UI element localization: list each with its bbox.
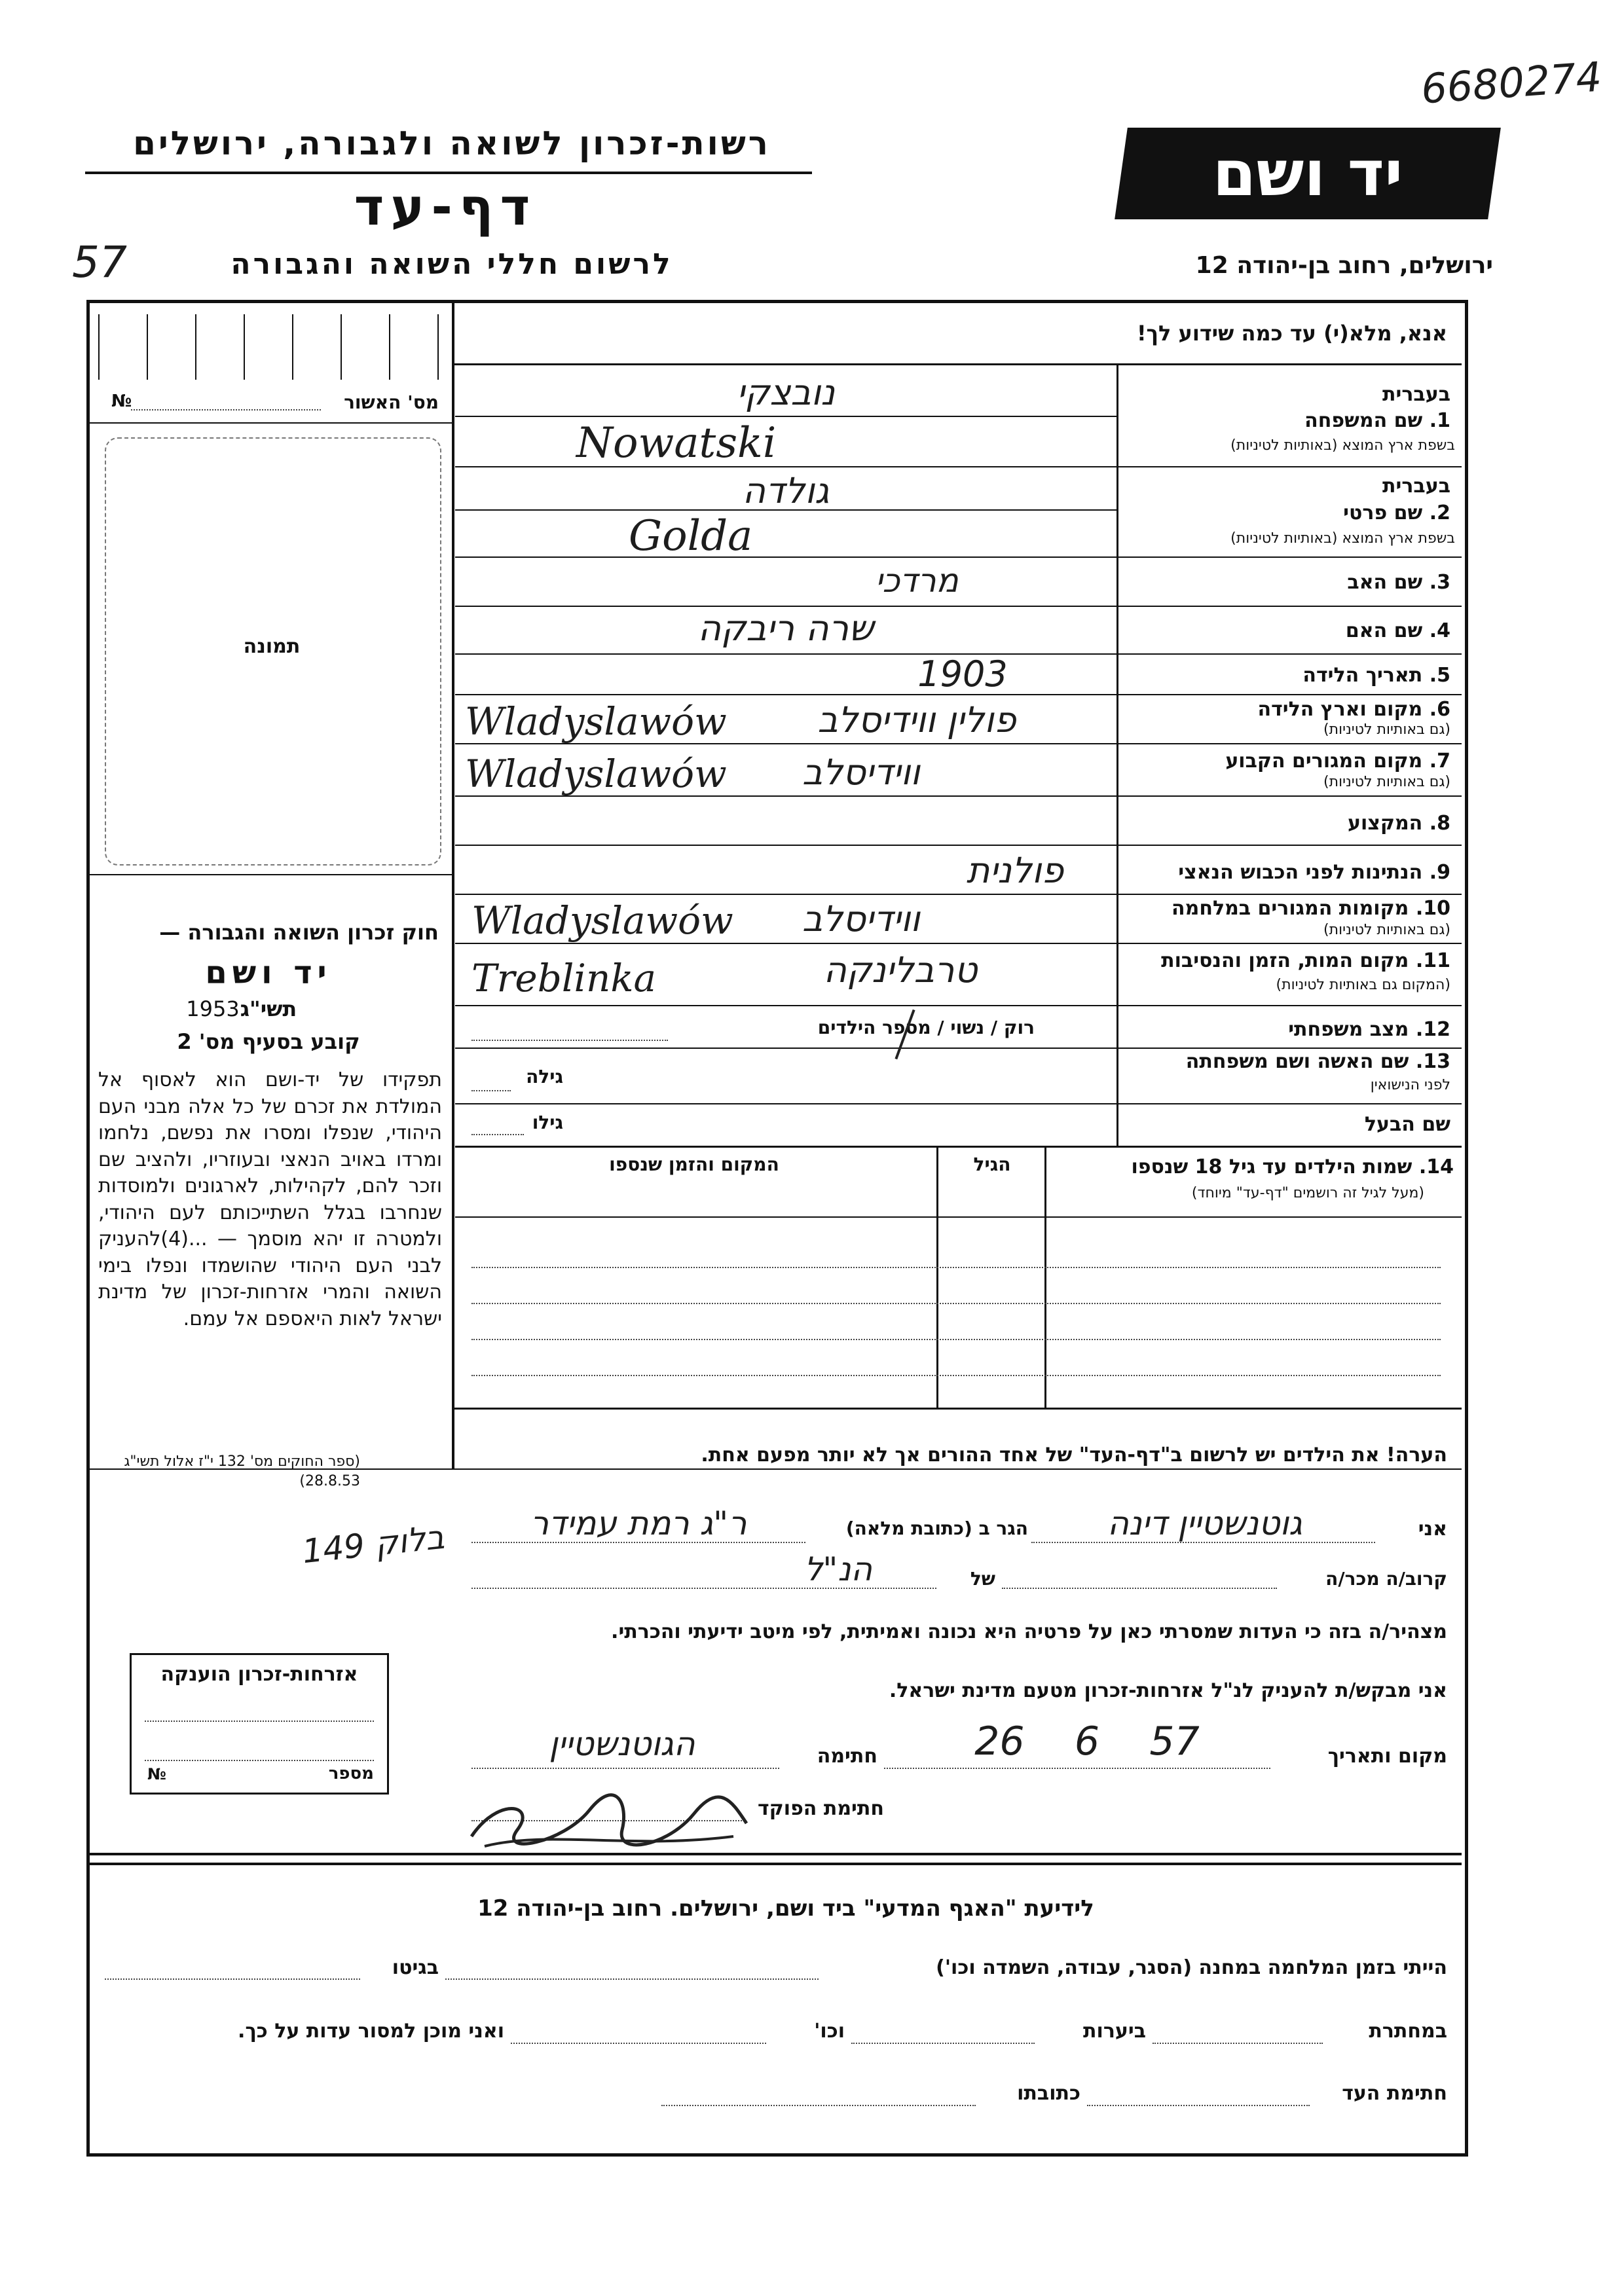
field-2-label-text: שם פרטי (1343, 501, 1423, 524)
label-column-divider (1116, 363, 1118, 1146)
row-rule-12 (455, 1048, 1462, 1049)
address: ירושלים, רחוב בן-יהודה 12 (1195, 252, 1493, 279)
field-5-label-text: תאריך הלידה (1302, 664, 1423, 687)
sidebar-photo-rule (90, 874, 452, 875)
logo-text: יד ושם (1212, 137, 1403, 210)
law-clause: קובע בסעיף מס' 2 (177, 1029, 360, 1054)
bottom-line2-mid2: וכו' (814, 2020, 845, 2043)
date-month: 6 (1074, 1719, 1100, 1764)
officer-signature-label: חתימת הפוקד (758, 1797, 884, 1820)
field-11-value-latin[interactable]: Treblinka (471, 956, 657, 1000)
children-row-line (471, 1303, 1441, 1304)
row-rule-9 (455, 894, 1462, 895)
citizenship-box (130, 1653, 389, 1795)
children-num: 14. (1418, 1156, 1454, 1178)
value-left-border (452, 363, 454, 1146)
bottom-line2-dots-3 (511, 2043, 766, 2044)
approval-slots (98, 314, 439, 380)
field-3-label (1123, 571, 1450, 594)
signature-value[interactable]: הגוטנשטיין (549, 1725, 695, 1763)
field-9-value[interactable]: פולנית (966, 850, 1064, 891)
field-11-sub: (המקום גם באותיות לטיניות) (1276, 977, 1450, 993)
declaration-of: של (970, 1568, 995, 1590)
field-12-num: 12. (1415, 1018, 1450, 1041)
date-day: 26 (974, 1719, 1025, 1764)
field-9-num: 9. (1429, 861, 1450, 884)
citizenship-line-1 (145, 1721, 374, 1722)
remark-rule (452, 1468, 1462, 1470)
field-6-num: 6. (1429, 698, 1450, 721)
date-year: 57 (1149, 1719, 1200, 1764)
field-7-sub: (גם באותיות לטיניות) (1323, 774, 1450, 790)
field-8-label (1123, 812, 1450, 835)
margin-mark: 57 (72, 237, 127, 287)
husband-label: שם הבעל (1364, 1113, 1450, 1136)
field-6-label (1123, 698, 1450, 721)
declaration-lives: הגר ב (כתובת מלאה) (845, 1518, 1028, 1539)
bottom-line2-start: במחתרת (1369, 2020, 1447, 2043)
field-12-options[interactable]: רוק / נשוי / מספר הילדים (817, 1017, 1035, 1038)
husband-age-label: גילו (532, 1112, 563, 1133)
bottom-line1-start: הייתי בזמן המלחמה במחנה (הסגר, עבודה, השמדה וכו') (936, 1956, 1447, 1979)
declaration-relation: קרוב/ה מכר/ה (1325, 1568, 1447, 1590)
children-row-line (471, 1339, 1441, 1340)
field-1-label-text: שם המשפחה (1304, 409, 1423, 432)
law-year: 1953 (186, 996, 240, 1021)
row-rule-13 (455, 1103, 1462, 1104)
field-7-label (1123, 750, 1450, 773)
instruction: אנא, מלא(י) עד כמה שידוע לך! (1136, 321, 1447, 346)
field-6-label-text: מקום וארץ הלידה (1257, 698, 1423, 721)
citizenship-number-label: מספר (328, 1764, 374, 1783)
declaration-address-extra[interactable]: בלוק 149 (300, 1518, 447, 1571)
field-7-num: 7. (1429, 750, 1450, 773)
field-13-age-line (471, 1090, 511, 1091)
field-2-sub: בשפת ארץ המוצא (באותיות לטיניות) (1230, 530, 1455, 547)
declaration-place-date: מקום ותאריך (1327, 1745, 1447, 1768)
bottom-line1-tail (105, 1978, 360, 1980)
field-6-value[interactable]: פולין ווידיסלב (817, 699, 1016, 740)
children-col-divider-2 (936, 1146, 938, 1408)
field-13-age-label: גילה (526, 1066, 563, 1087)
field-1-sub: בשפת ארץ המוצא (באותיות לטיניות) (1230, 437, 1455, 454)
children-col-place: המקום והזמן שנספו (609, 1154, 779, 1175)
row-rule-10 (455, 943, 1462, 944)
law-name: יד ושם (205, 955, 332, 991)
children-bottom-rule (452, 1408, 1462, 1410)
field-3-num: 3. (1429, 571, 1450, 594)
sidebar-top-rule (90, 422, 452, 424)
approval-no-mark: № (111, 392, 132, 411)
field-10-value-latin[interactable]: Wladyslawów (471, 898, 733, 943)
field-6-sub: (גם באותיות לטיניות) (1323, 721, 1450, 738)
declaration-ani: אני (1418, 1518, 1447, 1540)
photo-label: תמונה (243, 635, 301, 658)
sidebar-bottom-rule (90, 1468, 452, 1470)
citizenship-no-mark: № (147, 1765, 166, 1783)
field-5-label (1123, 664, 1450, 687)
declaration-relation-line (1002, 1588, 1277, 1589)
row-rule-14 (455, 1146, 1462, 1148)
bottom-title: לידיעת "האגף המדעי" ביד ושם, ירושלים. רחוב בן-יהודה 12 (477, 1895, 1094, 1922)
children-header-rule (455, 1216, 1462, 1218)
field-1-lang: בעברית (1382, 383, 1450, 406)
approval-line (131, 409, 321, 410)
field-12-label (1123, 1018, 1450, 1041)
field-2-num: 2. (1429, 501, 1450, 524)
bottom-double-rule-2 (90, 1863, 1462, 1865)
form-subtitle: לרשום חללי השואה והגבורה (231, 247, 673, 281)
field-13-label (1123, 1050, 1450, 1073)
declaration-ani-value[interactable]: גוטנשטיין דינה (1107, 1504, 1302, 1542)
children-title-text: שמות הילדים עד גיל 18 שנספו (1131, 1156, 1412, 1178)
field-10-label-text: מקומות המגורים במלחמה (1172, 897, 1409, 920)
yad-vashem-logo (1115, 128, 1501, 219)
children-col-divider-1 (1044, 1146, 1046, 1408)
bottom-line2-end: ואני מוכן למסור עדות על כך. (238, 2020, 504, 2043)
field-1-num: 1. (1429, 409, 1450, 432)
field-8-label-text: המקצוע (1347, 812, 1423, 835)
field-10-sub: (גם באותיות לטיניות) (1323, 922, 1450, 938)
field-1-label (1123, 409, 1450, 432)
field-5-value[interactable]: 1903 (917, 653, 1008, 695)
field-4-num: 4. (1429, 619, 1450, 642)
field-6-value-latin[interactable]: Wladyslawów (465, 699, 727, 744)
declaration-request: אני מבקש/ת להעניק לנ"ל אזרחות-זכרון מטעם מדינת ישראל. (889, 1679, 1447, 1702)
row-rule-1a (455, 416, 1116, 417)
officer-signature-scribble (458, 1784, 760, 1856)
law-year-heb: תשי"ג (240, 996, 297, 1021)
citizenship-line-2 (145, 1760, 374, 1761)
field-13-num: 13. (1415, 1050, 1450, 1073)
authority-line: רשות-זכרון לשואה ולגבורה, ירושלים (133, 124, 771, 162)
field-10-label (1123, 897, 1450, 920)
form-title: דף-עד (354, 178, 537, 237)
declaration-address[interactable]: ר"ג רמת עמידר (530, 1504, 747, 1542)
field-3-label-text: שם האב (1347, 571, 1423, 594)
children-row-line (471, 1375, 1441, 1376)
field-2-label (1123, 501, 1450, 524)
row-rule-8 (455, 845, 1462, 846)
field-4-label (1123, 619, 1450, 642)
bottom-line2-dots-2 (851, 2043, 1035, 2044)
field-11-label-text: מקום המות, הזמן והנסיבות (1161, 949, 1409, 972)
signature-label: חתימה (817, 1745, 877, 1768)
field-8-num: 8. (1429, 812, 1450, 835)
instruction-rule (452, 363, 1462, 365)
field-5-num: 5. (1429, 664, 1450, 687)
field-9-label-text: הנתינות לפני הכבוש הנאצי (1178, 861, 1423, 884)
citizenship-title: אזרחות-זכרון הוענקה (160, 1663, 358, 1686)
field-12-line (471, 1040, 668, 1041)
children-note: (מעל לגיל זה רושמים "דף-עד" מיוחד) (1191, 1185, 1424, 1201)
scribble-svg (458, 1784, 760, 1856)
children-row-line (471, 1267, 1441, 1268)
bottom-line2-mid1: ביערות (1083, 2020, 1146, 2043)
field-7-value[interactable]: ווידיסלב (802, 752, 920, 793)
children-col-age: הגיל (973, 1154, 1011, 1175)
field-13-sub: לפני הנישואין (1370, 1077, 1450, 1093)
row-rule-3 (455, 606, 1462, 607)
field-12-label-text: מצב משפחתי (1288, 1018, 1409, 1041)
field-2-value[interactable]: גולדה (742, 470, 830, 511)
field-13-label-text: שם האשה ושם משפחתה (1185, 1050, 1409, 1073)
field-4-label-text: שם האם (1345, 619, 1423, 642)
field-7-value-latin[interactable]: Wladyslawów (465, 752, 727, 796)
bottom-double-rule-1 (90, 1853, 1462, 1855)
declaration-relation-value[interactable]: הנ"ל (803, 1550, 873, 1588)
bottom-line3-dots-2 (661, 2105, 976, 2106)
field-1-value[interactable]: נובצקי (737, 372, 835, 413)
law-ref: (ספר החוקים מס' 132 י"ז אלול תשי"ג 28.8.53) (124, 1453, 360, 1489)
children-title (1051, 1156, 1454, 1178)
row-rule-11 (455, 1005, 1462, 1006)
approval-label: מס' האשור (344, 392, 439, 413)
field-1-value-latin[interactable]: Nowatski (576, 419, 777, 467)
field-10-value[interactable]: ווידיסלב (802, 898, 920, 939)
field-11-num: 11. (1415, 949, 1450, 972)
field-3-value[interactable]: מרדכי (875, 562, 959, 600)
field-9-label (1123, 861, 1450, 884)
field-10-num: 10. (1415, 897, 1450, 920)
archive-number: 6680274 (1419, 52, 1604, 113)
law-title: חוק זכרון השואה והגבורה — (159, 920, 439, 945)
bottom-line2-dots-1 (1153, 2043, 1323, 2044)
declaration-date-line (884, 1768, 1270, 1769)
bottom-line1-end: בגיטו (392, 1956, 439, 1979)
signature-line (471, 1768, 779, 1769)
field-11-label (1123, 949, 1450, 972)
bottom-line3-start: חתימת העד (1342, 2082, 1447, 2105)
field-2-value-latin[interactable]: Golda (629, 512, 753, 560)
bottom-line1-dots (445, 1978, 819, 1980)
husband-age-line (471, 1134, 524, 1135)
law-text: תפקידו של יד-ושם הוא לאסוף אל המולדת את זכרם של כל אלה מבני העם היהודי, שנפלו ומסרו את נפשם, נלחמו ומרדו באויב הנאצי ובעוזריו, ולהציב שם וזכר להם, לקהילות, לארגונים ולמוסדות שנחרבו בגלל השתייכותם לעם היהודי, ולמטרה זו יהא מוסמך — ...(4)להעניק לבני העם היהודי שהושמדו ונפלו בימי השואה והמרי אזרחות-זכרון של מדינת ישראל לאות היאספם אל עמם. (98, 1068, 442, 1330)
declaration-statement: מצהיר/ה בזה כי העדות שמסרתי כאן על פרטיה היא נכונה ואמיתית, לפי מיטב ידיעתי והכרתי. (611, 1620, 1447, 1643)
field-11-value[interactable]: טרבלינקה (823, 949, 978, 991)
authority-underline (85, 172, 812, 174)
field-2-lang: בעברית (1382, 475, 1450, 498)
row-rule-2 (455, 556, 1462, 558)
remark: הערה! את הילדים יש לרשום ב"דף-העד" של אחד ההורים אך לא יותר מפעם אחת. (701, 1444, 1447, 1467)
field-7-label-text: מקום המגורים הקבוע (1225, 750, 1423, 773)
bottom-line3-dots-1 (1087, 2105, 1310, 2106)
field-4-value[interactable]: שרה ריבקה (697, 608, 874, 649)
bottom-line3-end: כתובתו (1017, 2082, 1080, 2105)
declaration-date[interactable] (917, 1719, 1257, 1764)
